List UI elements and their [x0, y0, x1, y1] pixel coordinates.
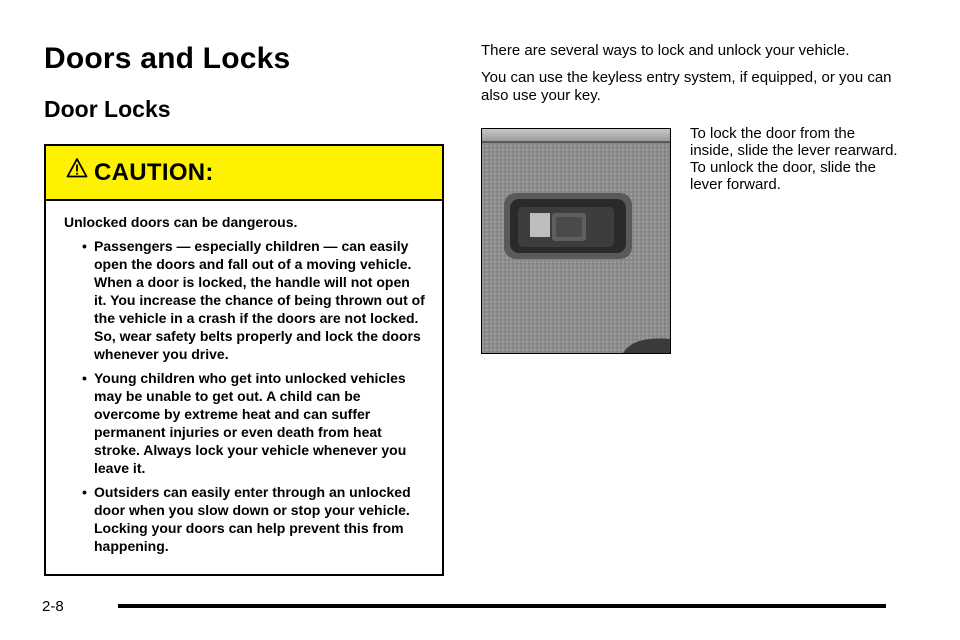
section-title: Door Locks [44, 96, 171, 122]
caution-bullet-text: Outsiders can easily enter through an unlocked door when you slow down or stop your vehicle. Locking your doors can help prevent this from happening. [94, 484, 411, 554]
footer-rule [118, 604, 886, 608]
caution-header [46, 146, 442, 201]
paragraph: You can use the keyless entry system, if equipped, or you can also use your key. [481, 69, 892, 104]
bullet-dot-icon: • [82, 238, 87, 254]
caution-bullet [64, 369, 426, 477]
bullet-dot-icon: • [82, 484, 87, 500]
paragraph: There are several ways to lock and unlock your vehicle. [481, 42, 850, 59]
caution-intro: Unlocked doors can be dangerous. [64, 214, 298, 230]
door-lock-lever-photo [481, 128, 671, 354]
caution-body [46, 201, 442, 555]
door-lock-lever-illustration [482, 129, 671, 354]
page-number: 2-8 [42, 598, 64, 615]
caution-bullet [64, 237, 426, 363]
caution-bullet-text: Passengers — especially children — can easily open the doors and fall out of a moving vehicle. When a door is locked, the handle will not open it. You increase the chance of being thrown out of the vehicle in a crash if the doors are not locked. So, wear safety belts properly and lock the doors whenever you drive. [94, 238, 425, 362]
bullet-dot-icon: • [82, 370, 87, 386]
warning-triangle-icon [66, 157, 88, 179]
caution-bullet [64, 483, 426, 555]
intro-text [481, 42, 901, 114]
caution-bullet-list [64, 237, 426, 555]
page-title: Doors and Locks [44, 42, 291, 75]
caution-heading: CAUTION: [94, 158, 214, 186]
caution-bullet-text: Young children who get into unlocked vehicles may be unable to get out. A child can be overcome by extreme heat and can suffer permanent injuries or even death from heat stroke. Always lock your vehicle whenever you leave it. [94, 370, 407, 476]
photo-caption: To lock the door from the inside, slide the lever rearward. To unlock the door, slide the lever forward. [690, 125, 898, 193]
caution-box [44, 144, 444, 576]
